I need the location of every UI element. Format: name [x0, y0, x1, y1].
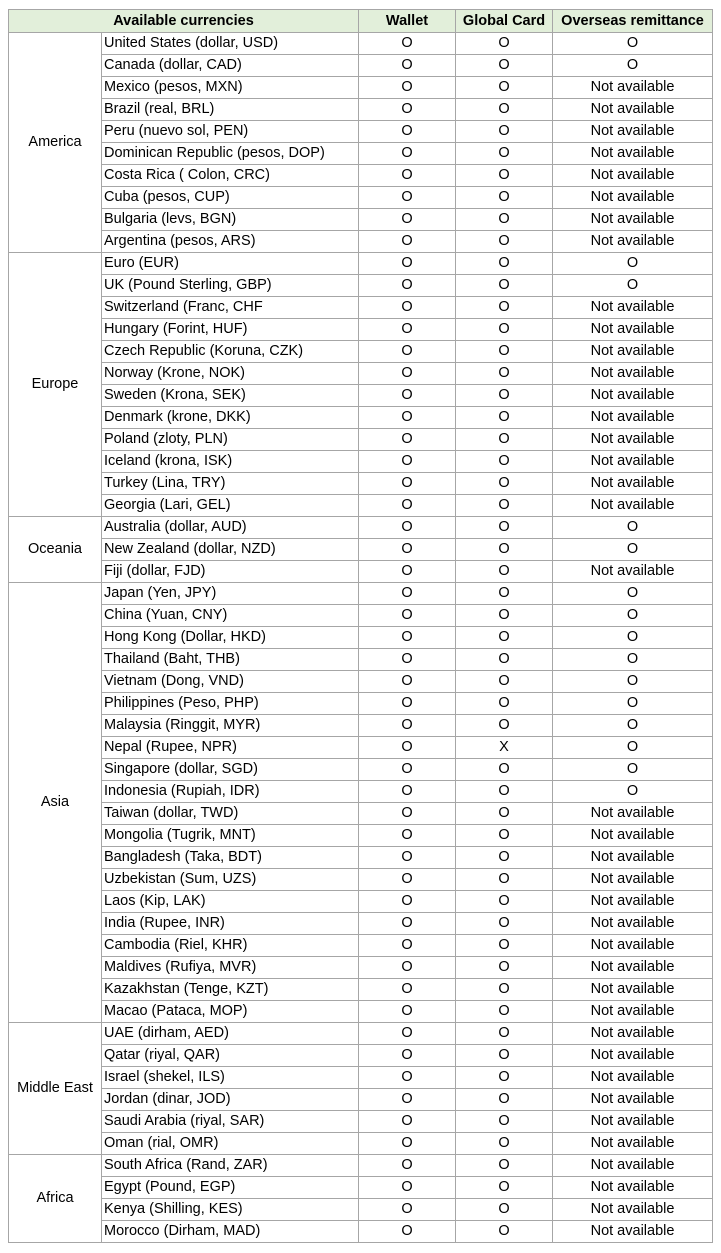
remittance-cell: Not available — [553, 77, 713, 99]
currency-cell: Philippines (Peso, PHP) — [102, 693, 359, 715]
table-row — [9, 935, 713, 957]
global-card-cell: O — [456, 495, 553, 517]
currency-cell: Mexico (pesos, MXN) — [102, 77, 359, 99]
table-row — [9, 473, 713, 495]
global-card-cell: O — [456, 297, 553, 319]
currency-cell: Egypt (Pound, EGP) — [102, 1177, 359, 1199]
global-card-cell: O — [456, 1155, 553, 1177]
remittance-cell: Not available — [553, 1133, 713, 1155]
wallet-cell: O — [359, 891, 456, 913]
wallet-cell: O — [359, 1089, 456, 1111]
table-row — [9, 561, 713, 583]
region-label: Oceania — [9, 517, 102, 583]
global-card-cell: O — [456, 1089, 553, 1111]
global-card-cell: O — [456, 561, 553, 583]
table-row — [9, 627, 713, 649]
global-card-cell: O — [456, 803, 553, 825]
global-card-cell: O — [456, 1001, 553, 1023]
table-row — [9, 979, 713, 1001]
remittance-cell: Not available — [553, 1023, 713, 1045]
global-card-cell: O — [456, 33, 553, 55]
global-card-cell: O — [456, 825, 553, 847]
global-card-cell: O — [456, 275, 553, 297]
currency-cell: Peru (nuevo sol, PEN) — [102, 121, 359, 143]
wallet-cell: O — [359, 979, 456, 1001]
remittance-cell: Not available — [553, 297, 713, 319]
header-wallet: Wallet — [359, 10, 456, 33]
currency-cell: Bulgaria (levs, BGN) — [102, 209, 359, 231]
global-card-cell: O — [456, 957, 553, 979]
global-card-cell: O — [456, 385, 553, 407]
currency-cell: Indonesia (Rupiah, IDR) — [102, 781, 359, 803]
remittance-cell: Not available — [553, 341, 713, 363]
wallet-cell: O — [359, 693, 456, 715]
global-card-cell: O — [456, 1199, 553, 1221]
region-label: Africa — [9, 1155, 102, 1243]
remittance-cell: Not available — [553, 429, 713, 451]
remittance-cell: Not available — [553, 319, 713, 341]
currency-cell: Macao (Pataca, MOP) — [102, 1001, 359, 1023]
wallet-cell: O — [359, 935, 456, 957]
global-card-cell: O — [456, 1023, 553, 1045]
global-card-cell: O — [456, 341, 553, 363]
wallet-cell: O — [359, 671, 456, 693]
currency-cell: Bangladesh (Taka, BDT) — [102, 847, 359, 869]
table-row — [9, 1177, 713, 1199]
global-card-cell: O — [456, 407, 553, 429]
currency-cell: Kazakhstan (Tenge, KZT) — [102, 979, 359, 1001]
table-row — [9, 165, 713, 187]
currency-cell: Maldives (Rufiya, MVR) — [102, 957, 359, 979]
remittance-cell: O — [553, 627, 713, 649]
currency-cell: Uzbekistan (Sum, UZS) — [102, 869, 359, 891]
wallet-cell: O — [359, 1001, 456, 1023]
global-card-cell: O — [456, 1111, 553, 1133]
remittance-cell: O — [553, 605, 713, 627]
global-card-cell: O — [456, 539, 553, 561]
currency-cell: Vietnam (Dong, VND) — [102, 671, 359, 693]
table-row — [9, 55, 713, 77]
region-label: America — [9, 33, 102, 253]
remittance-cell: Not available — [553, 143, 713, 165]
wallet-cell: O — [359, 759, 456, 781]
currency-cell: Norway (Krone, NOK) — [102, 363, 359, 385]
wallet-cell: O — [359, 803, 456, 825]
wallet-cell: O — [359, 1111, 456, 1133]
wallet-cell: O — [359, 33, 456, 55]
remittance-cell: O — [553, 649, 713, 671]
wallet-cell: O — [359, 121, 456, 143]
table-row — [9, 671, 713, 693]
header-row — [9, 10, 713, 33]
table-row — [9, 737, 713, 759]
wallet-cell: O — [359, 1067, 456, 1089]
remittance-cell: Not available — [553, 1001, 713, 1023]
currency-cell: Qatar (riyal, QAR) — [102, 1045, 359, 1067]
currency-cell: Georgia (Lari, GEL) — [102, 495, 359, 517]
wallet-cell: O — [359, 407, 456, 429]
currency-cell: Japan (Yen, JPY) — [102, 583, 359, 605]
global-card-cell: O — [456, 1133, 553, 1155]
currency-cell: Hong Kong (Dollar, HKD) — [102, 627, 359, 649]
table-row — [9, 715, 713, 737]
table-row — [9, 143, 713, 165]
global-card-cell: O — [456, 165, 553, 187]
currency-cell: Euro (EUR) — [102, 253, 359, 275]
remittance-cell: Not available — [553, 1111, 713, 1133]
wallet-cell: O — [359, 143, 456, 165]
global-card-cell: O — [456, 891, 553, 913]
global-card-cell: O — [456, 451, 553, 473]
remittance-cell: Not available — [553, 1067, 713, 1089]
table-row — [9, 847, 713, 869]
currency-cell: Poland (zloty, PLN) — [102, 429, 359, 451]
remittance-cell: Not available — [553, 1221, 713, 1243]
global-card-cell: O — [456, 209, 553, 231]
remittance-cell: Not available — [553, 495, 713, 517]
global-card-cell: O — [456, 143, 553, 165]
table-row — [9, 583, 713, 605]
remittance-cell: Not available — [553, 803, 713, 825]
currency-cell: UK (Pound Sterling, GBP) — [102, 275, 359, 297]
global-card-cell: O — [456, 473, 553, 495]
global-card-cell: O — [456, 869, 553, 891]
table-row — [9, 913, 713, 935]
currency-cell: Oman (rial, OMR) — [102, 1133, 359, 1155]
table-row — [9, 1045, 713, 1067]
remittance-cell: O — [553, 759, 713, 781]
wallet-cell: O — [359, 1045, 456, 1067]
wallet-cell: O — [359, 275, 456, 297]
wallet-cell: O — [359, 583, 456, 605]
global-card-cell: O — [456, 781, 553, 803]
remittance-cell: O — [553, 671, 713, 693]
wallet-cell: O — [359, 363, 456, 385]
global-card-cell: O — [456, 759, 553, 781]
remittance-cell: Not available — [553, 363, 713, 385]
wallet-cell: O — [359, 1199, 456, 1221]
wallet-cell: O — [359, 825, 456, 847]
global-card-cell: O — [456, 605, 553, 627]
table-row — [9, 649, 713, 671]
remittance-cell: Not available — [553, 1089, 713, 1111]
remittance-cell: Not available — [553, 1199, 713, 1221]
wallet-cell: O — [359, 165, 456, 187]
remittance-cell: Not available — [553, 209, 713, 231]
currency-cell: Brazil (real, BRL) — [102, 99, 359, 121]
global-card-cell: O — [456, 55, 553, 77]
wallet-cell: O — [359, 649, 456, 671]
remittance-cell: O — [553, 253, 713, 275]
wallet-cell: O — [359, 253, 456, 275]
currency-cell: Nepal (Rupee, NPR) — [102, 737, 359, 759]
table-row — [9, 319, 713, 341]
global-card-cell: O — [456, 517, 553, 539]
currency-cell: Switzerland (Franc, CHF — [102, 297, 359, 319]
wallet-cell: O — [359, 715, 456, 737]
currency-cell: Costa Rica ( Colon, CRC) — [102, 165, 359, 187]
table-row — [9, 781, 713, 803]
table-row — [9, 77, 713, 99]
wallet-cell: O — [359, 209, 456, 231]
remittance-cell: Not available — [553, 957, 713, 979]
table-row — [9, 1111, 713, 1133]
table-row — [9, 1089, 713, 1111]
table-row — [9, 539, 713, 561]
remittance-cell: O — [553, 275, 713, 297]
currency-cell: Laos (Kip, LAK) — [102, 891, 359, 913]
currency-cell: Mongolia (Tugrik, MNT) — [102, 825, 359, 847]
remittance-cell: Not available — [553, 187, 713, 209]
currency-cell: China (Yuan, CNY) — [102, 605, 359, 627]
table-row — [9, 605, 713, 627]
global-card-cell: X — [456, 737, 553, 759]
currency-cell: Sweden (Krona, SEK) — [102, 385, 359, 407]
global-card-cell: O — [456, 979, 553, 1001]
wallet-cell: O — [359, 451, 456, 473]
table-row — [9, 1221, 713, 1243]
wallet-cell: O — [359, 1221, 456, 1243]
header-currencies: Available currencies — [9, 10, 359, 33]
remittance-cell: O — [553, 33, 713, 55]
currency-cell: Turkey (Lina, TRY) — [102, 473, 359, 495]
wallet-cell: O — [359, 473, 456, 495]
header-remittance: Overseas remittance — [553, 10, 713, 33]
wallet-cell: O — [359, 913, 456, 935]
wallet-cell: O — [359, 297, 456, 319]
wallet-cell: O — [359, 77, 456, 99]
table-row — [9, 803, 713, 825]
table-row — [9, 99, 713, 121]
remittance-cell: Not available — [553, 561, 713, 583]
remittance-cell: Not available — [553, 1177, 713, 1199]
remittance-cell: O — [553, 693, 713, 715]
wallet-cell: O — [359, 517, 456, 539]
table-row — [9, 1155, 713, 1177]
wallet-cell: O — [359, 737, 456, 759]
wallet-cell: O — [359, 561, 456, 583]
table-row — [9, 363, 713, 385]
table-row — [9, 253, 713, 275]
table-row — [9, 517, 713, 539]
wallet-cell: O — [359, 231, 456, 253]
currency-cell: Canada (dollar, CAD) — [102, 55, 359, 77]
table-row — [9, 429, 713, 451]
currency-cell: Kenya (Shilling, KES) — [102, 1199, 359, 1221]
table-row — [9, 1133, 713, 1155]
remittance-cell: Not available — [553, 121, 713, 143]
wallet-cell: O — [359, 385, 456, 407]
wallet-cell: O — [359, 627, 456, 649]
remittance-cell: O — [553, 583, 713, 605]
region-label: Middle East — [9, 1023, 102, 1155]
global-card-cell: O — [456, 847, 553, 869]
currency-cell: New Zealand (dollar, NZD) — [102, 539, 359, 561]
global-card-cell: O — [456, 121, 553, 143]
wallet-cell: O — [359, 1155, 456, 1177]
currency-cell: Cuba (pesos, CUP) — [102, 187, 359, 209]
global-card-cell: O — [456, 913, 553, 935]
currency-cell: United States (dollar, USD) — [102, 33, 359, 55]
wallet-cell: O — [359, 319, 456, 341]
remittance-cell: O — [553, 517, 713, 539]
remittance-cell: Not available — [553, 1045, 713, 1067]
table-body — [9, 33, 713, 1243]
wallet-cell: O — [359, 1133, 456, 1155]
table-row — [9, 451, 713, 473]
header-global-card: Global Card — [456, 10, 553, 33]
remittance-cell: Not available — [553, 407, 713, 429]
currency-cell: Thailand (Baht, THB) — [102, 649, 359, 671]
currency-cell: Australia (dollar, AUD) — [102, 517, 359, 539]
global-card-cell: O — [456, 583, 553, 605]
table-row — [9, 275, 713, 297]
currency-cell: South Africa (Rand, ZAR) — [102, 1155, 359, 1177]
wallet-cell: O — [359, 781, 456, 803]
global-card-cell: O — [456, 363, 553, 385]
currency-cell: Cambodia (Riel, KHR) — [102, 935, 359, 957]
remittance-cell: Not available — [553, 979, 713, 1001]
remittance-cell: Not available — [553, 935, 713, 957]
table-row — [9, 759, 713, 781]
currency-table — [8, 9, 713, 1243]
currency-cell: Malaysia (Ringgit, MYR) — [102, 715, 359, 737]
wallet-cell: O — [359, 539, 456, 561]
wallet-cell: O — [359, 1177, 456, 1199]
global-card-cell: O — [456, 935, 553, 957]
currency-cell: UAE (dirham, AED) — [102, 1023, 359, 1045]
currency-cell: Czech Republic (Koruna, CZK) — [102, 341, 359, 363]
table-row — [9, 407, 713, 429]
table-row — [9, 957, 713, 979]
table-row — [9, 891, 713, 913]
currency-cell: Jordan (dinar, JOD) — [102, 1089, 359, 1111]
region-label: Europe — [9, 253, 102, 517]
currency-cell: Morocco (Dirham, MAD) — [102, 1221, 359, 1243]
currency-cell: India (Rupee, INR) — [102, 913, 359, 935]
remittance-cell: O — [553, 737, 713, 759]
table-row — [9, 693, 713, 715]
table-row — [9, 1067, 713, 1089]
remittance-cell: Not available — [553, 165, 713, 187]
global-card-cell: O — [456, 99, 553, 121]
global-card-cell: O — [456, 253, 553, 275]
table-row — [9, 385, 713, 407]
table-row — [9, 121, 713, 143]
region-label: Asia — [9, 583, 102, 1023]
global-card-cell: O — [456, 715, 553, 737]
wallet-cell: O — [359, 429, 456, 451]
global-card-cell: O — [456, 1067, 553, 1089]
table-row — [9, 825, 713, 847]
remittance-cell: Not available — [553, 847, 713, 869]
table-row — [9, 1023, 713, 1045]
global-card-cell: O — [456, 77, 553, 99]
wallet-cell: O — [359, 957, 456, 979]
remittance-cell: Not available — [553, 385, 713, 407]
remittance-cell: Not available — [553, 473, 713, 495]
wallet-cell: O — [359, 341, 456, 363]
global-card-cell: O — [456, 1221, 553, 1243]
remittance-cell: Not available — [553, 825, 713, 847]
remittance-cell: Not available — [553, 451, 713, 473]
currency-cell: Argentina (pesos, ARS) — [102, 231, 359, 253]
remittance-cell: O — [553, 715, 713, 737]
remittance-cell: Not available — [553, 99, 713, 121]
remittance-cell: Not available — [553, 869, 713, 891]
table-row — [9, 231, 713, 253]
currency-cell: Iceland (krona, ISK) — [102, 451, 359, 473]
wallet-cell: O — [359, 55, 456, 77]
remittance-cell: Not available — [553, 891, 713, 913]
wallet-cell: O — [359, 495, 456, 517]
global-card-cell: O — [456, 693, 553, 715]
table-row — [9, 33, 713, 55]
remittance-cell: O — [553, 781, 713, 803]
currency-cell: Dominican Republic (pesos, DOP) — [102, 143, 359, 165]
remittance-cell: Not available — [553, 913, 713, 935]
global-card-cell: O — [456, 231, 553, 253]
remittance-cell: O — [553, 539, 713, 561]
table-row — [9, 495, 713, 517]
currency-cell: Denmark (krone, DKK) — [102, 407, 359, 429]
table-row — [9, 1001, 713, 1023]
global-card-cell: O — [456, 429, 553, 451]
global-card-cell: O — [456, 627, 553, 649]
table-row — [9, 1199, 713, 1221]
table-row — [9, 297, 713, 319]
remittance-cell: O — [553, 55, 713, 77]
global-card-cell: O — [456, 1177, 553, 1199]
global-card-cell: O — [456, 319, 553, 341]
global-card-cell: O — [456, 187, 553, 209]
wallet-cell: O — [359, 605, 456, 627]
currency-cell: Singapore (dollar, SGD) — [102, 759, 359, 781]
remittance-cell: Not available — [553, 231, 713, 253]
table-row — [9, 209, 713, 231]
table-row — [9, 869, 713, 891]
currency-cell: Taiwan (dollar, TWD) — [102, 803, 359, 825]
currency-cell: Israel (shekel, ILS) — [102, 1067, 359, 1089]
currency-cell: Saudi Arabia (riyal, SAR) — [102, 1111, 359, 1133]
table-row — [9, 341, 713, 363]
wallet-cell: O — [359, 187, 456, 209]
wallet-cell: O — [359, 869, 456, 891]
global-card-cell: O — [456, 649, 553, 671]
wallet-cell: O — [359, 847, 456, 869]
table-row — [9, 187, 713, 209]
wallet-cell: O — [359, 99, 456, 121]
wallet-cell: O — [359, 1023, 456, 1045]
global-card-cell: O — [456, 671, 553, 693]
global-card-cell: O — [456, 1045, 553, 1067]
currency-cell: Hungary (Forint, HUF) — [102, 319, 359, 341]
currency-cell: Fiji (dollar, FJD) — [102, 561, 359, 583]
remittance-cell: Not available — [553, 1155, 713, 1177]
